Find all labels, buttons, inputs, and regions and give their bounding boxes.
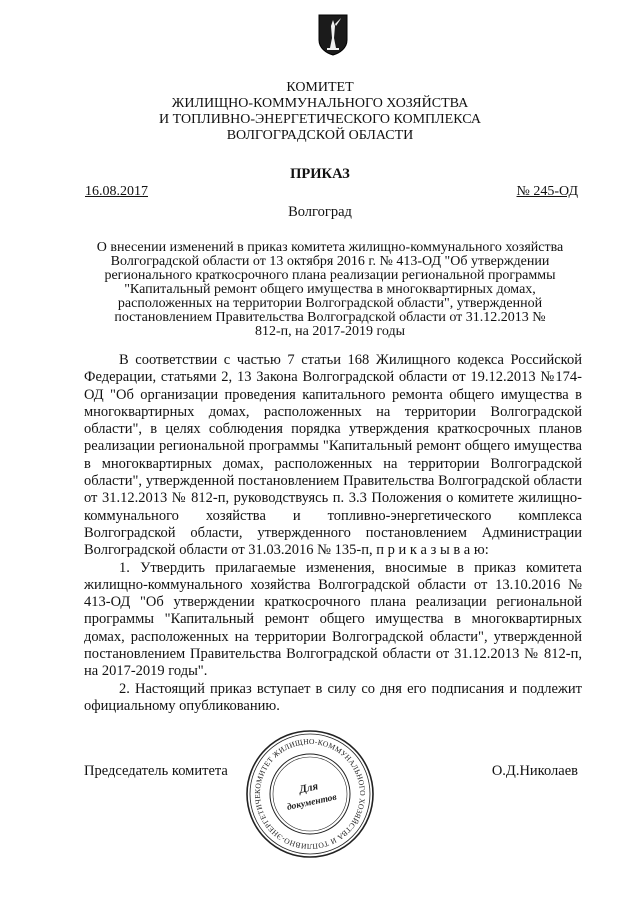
city-name: Волгоград [288, 204, 352, 220]
order-date: 16.08.2017 [85, 184, 148, 199]
organization-header [0, 80, 640, 144]
seal-ring-text: КОМИТЕТ ЖИЛИЩНО-КОММУНАЛЬНОГО ХОЗЯЙСТВА И ТОПЛИВНО-ЭНЕРГЕТИЧЕ [252, 736, 368, 852]
subject-line: О внесении изменений в приказ комитета жилищно-коммунального хозяйства [96, 240, 564, 255]
subject-line: "Капитальный ремонт общего имущества в многоквартирных домах, [124, 282, 536, 297]
order-number: № 245-ОД [516, 184, 578, 199]
org-line: КОМИТЕТ [286, 80, 354, 95]
org-line: И ТОПЛИВНО-ЭНЕРГЕТИЧЕСКОГО КОМПЛЕКСА [159, 112, 481, 127]
order-body [84, 352, 582, 715]
subject-line: расположенных на территории Волгоградской области", утвержденной [117, 296, 543, 311]
signer-position: Председатель комитета [84, 763, 228, 779]
item-1-paragraph: 1. Утвердить прилагаемые изменения, вносимые в приказ комитета жилищно-коммунального хозяйства Волгоградской области от 13.10.2016 № 413-ОД "Об утверждении краткосрочного плана реализации региональной программы "Капитальный ремонт общего имущества в многоквартирных домах, расположенных на территории Волгоградской области", утвержденной постановлением Правительства Волгоградской области от 31.12.2013 № 812-п, на 2017-2019 годы". [84, 559, 582, 680]
document-type-title: ПРИКАЗ [290, 166, 350, 182]
item-2-paragraph: 2. Настоящий приказ вступает в силу со дня его подписания и подлежит официальному опубликованию. [84, 680, 582, 714]
org-line: ВОЛГОГРАДСКОЙ ОБЛАСТИ [226, 128, 414, 143]
subject-line: постановлением Правительства Волгоградской области от 31.12.2013 № [114, 310, 546, 325]
coat-of-arms-icon [318, 14, 348, 56]
subject-line: регионального краткосрочного плана реализации региональной программы [104, 268, 556, 283]
order-subject [80, 241, 580, 339]
preamble-paragraph: В соответствии с частью 7 статьи 168 Жилищного кодекса Российской Федерации, статьями 2, 13 Закона Волгоградской области от 19.12.2013 №174-ОД "Об организации проведения капитального ремонта общего имущества в многоквартирных домах, расположенных на территории Волгоградской области", в целях соблюдения порядка утверждения краткосрочных планов реализации региональной программы "Капитальный ремонт общего имущества в многоквартирных домах, расположенных на территории Волгоградской области", утвержденной постановлением Правительства Волгоградской области от 31.12.2013 № 812-п, руководствуясь п. 3.3 Положения о комитете жилищно-коммунального хозяйства и топливно-энергетического комплекса Волгоградской области, утвержденного постановлением Администрации Волгоградской области от 31.03.2016 № 135-п, п р и к а з ы в а ю: [84, 352, 582, 559]
org-line: ЖИЛИЩНО-КОММУНАЛЬНОГО ХОЗЯЙСТВА [171, 96, 469, 111]
seal-center-line-1: Для [298, 780, 320, 796]
seal-center-line-2: документов [286, 792, 338, 813]
signer-name: О.Д.Николаев [491, 763, 578, 779]
official-seal [244, 728, 376, 860]
subject-line: Волгоградской области от 13 октября 2016 г. № 413-ОД "Об утверждении [110, 254, 550, 269]
subject-line: 812-п, на 2017-2019 годы [254, 324, 406, 339]
